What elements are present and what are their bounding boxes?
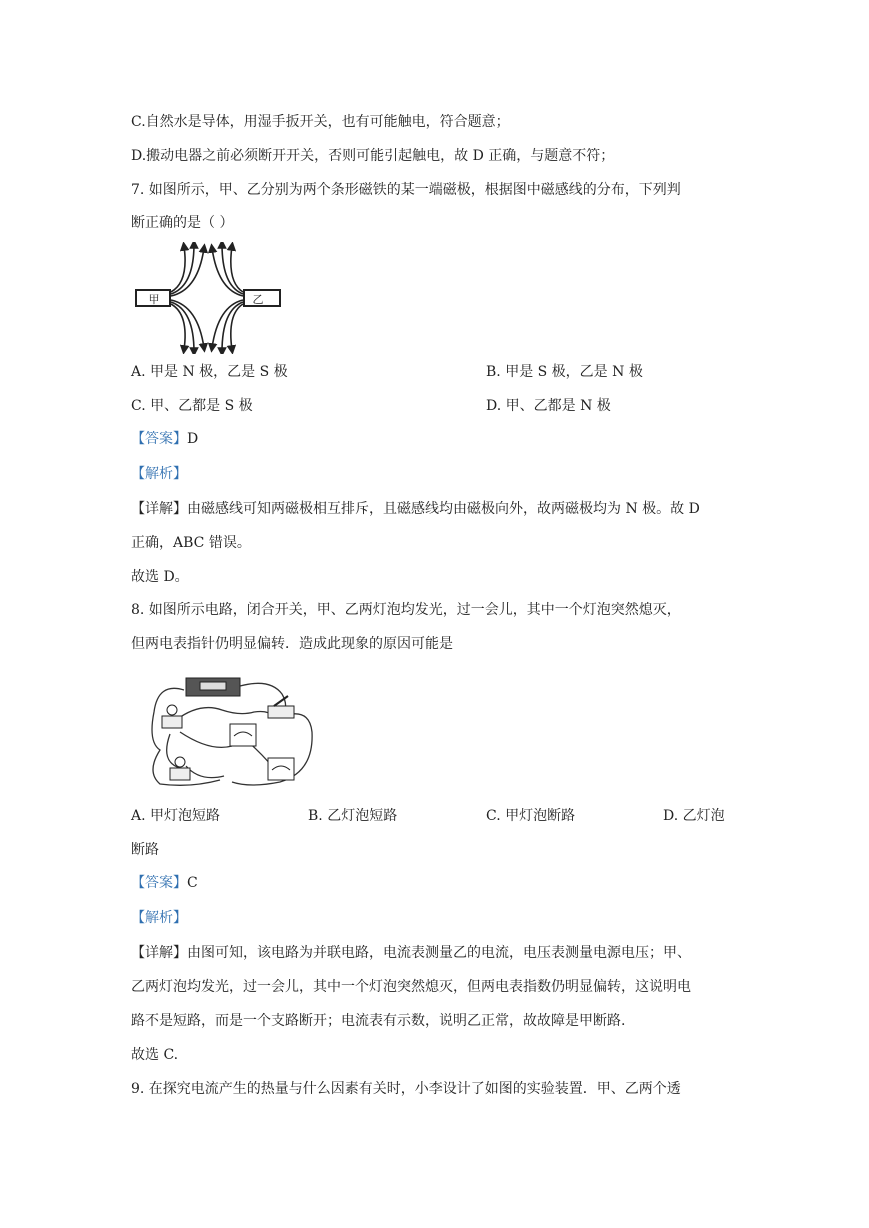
q7-option-c[interactable]: C. 甲、乙都是 S 极 xyxy=(131,398,253,414)
q8-analysis-tag: 【解析】 xyxy=(131,910,187,926)
q8-option-c[interactable]: C. 甲灯泡断路 xyxy=(486,808,576,824)
q7-stem-line-1: 7. 如图所示，甲、乙分别为两个条形磁铁的某一端磁极，根据图中磁感线的分布，下列判 xyxy=(131,182,681,198)
q8-answer: C xyxy=(187,875,198,891)
q6-option-c-explanation: C.自然水是导体，用湿手扳开关，也有可能触电，符合题意； xyxy=(131,114,510,130)
bulb-jia xyxy=(162,716,182,728)
voltmeter xyxy=(268,758,294,780)
q9-stem-line-1: 9. 在探究电流产生的热量与什么因素有关时，小李设计了如图的实验装置．甲、乙两个透 xyxy=(131,1081,681,1097)
q7-analysis-tag: 【解析】 xyxy=(131,466,187,482)
q8-stem-line-1: 8. 如图所示电路，闭合开关，甲、乙两灯泡均发光，过一会儿，其中一个灯泡突然熄灭， xyxy=(131,602,681,618)
q7-option-d[interactable]: D. 甲、乙都是 N 极 xyxy=(486,398,611,414)
q8-option-d-continued: 断路 xyxy=(131,842,159,858)
q8-stem-line-2: 但两电表指针仍明显偏转．造成此现象的原因可能是 xyxy=(131,636,453,652)
q7-conclusion: 故选 D。 xyxy=(131,569,189,585)
magnet-yi-label: 乙 xyxy=(252,293,264,306)
q7-detail-line-2: 正确，ABC 错误。 xyxy=(131,535,251,551)
q7-detail-text-1: 由磁感线可知两磁极相互排斥，且磁感线均由磁极向外，故两磁极均为 N 极。故 D xyxy=(187,501,700,517)
q8-detail-text-1: 由图可知，该电路为并联电路，电流表测量乙的电流，电压表测量电源电压；甲、 xyxy=(187,945,691,961)
q7-stem-line-2: 断正确的是（ ） xyxy=(131,215,234,231)
q7-detail-line-1 xyxy=(131,499,700,519)
q8-answer-line xyxy=(131,873,198,893)
magnet-jia-label: 甲 xyxy=(148,293,160,306)
q8-answer-tag: 【答案】 xyxy=(131,875,187,891)
q8-detail-tag: 【详解】 xyxy=(131,945,187,961)
q7-answer-tag: 【答案】 xyxy=(131,431,187,447)
magnetic-field-figure xyxy=(134,242,282,354)
q6-option-d-explanation: D.搬动电器之前必须断开开关，否则可能引起触电，故 D 正确，与题意不符； xyxy=(131,148,615,164)
circuit-figure xyxy=(140,672,316,790)
q7-answer-line xyxy=(131,429,198,449)
switch xyxy=(268,706,294,718)
ammeter xyxy=(230,724,256,746)
bulb-yi xyxy=(170,768,190,780)
q8-conclusion: 故选 C. xyxy=(131,1047,179,1063)
q8-option-b[interactable]: B. 乙灯泡短路 xyxy=(308,808,398,824)
q7-option-a[interactable]: A. 甲是 N 极，乙是 S 极 xyxy=(131,364,288,380)
q8-detail-line-3: 路不是短路，而是一个支路断开；电流表有示数，说明乙正常，故故障是甲断路. xyxy=(131,1013,626,1029)
q8-option-d[interactable]: D. 乙灯泡 xyxy=(663,808,725,824)
q8-detail-line-1 xyxy=(131,943,691,963)
q8-detail-line-2: 乙两灯泡均发光，过一会儿，其中一个灯泡突然熄灭，但两电表指数仍明显偏转，这说明电 xyxy=(131,979,691,995)
q7-detail-tag: 【详解】 xyxy=(131,501,187,517)
q7-answer: D xyxy=(187,431,199,447)
q7-option-b[interactable]: B. 甲是 S 极，乙是 N 极 xyxy=(486,364,643,380)
q8-option-a[interactable]: A. 甲灯泡短路 xyxy=(131,808,221,824)
